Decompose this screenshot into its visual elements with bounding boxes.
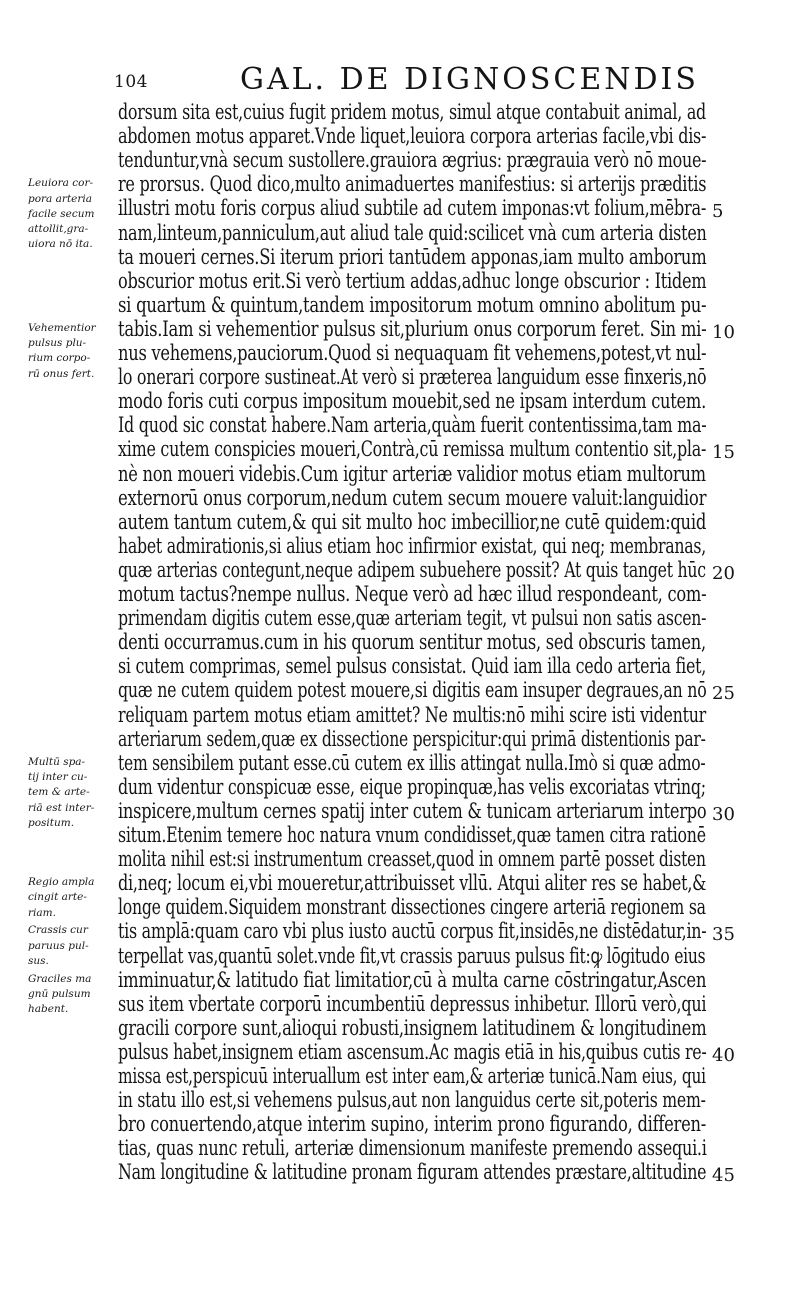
margin-note <box>28 923 112 969</box>
text-line: denti occurramus.cum in his quorum sentitur motus, sed obscuris tamen, <box>118 630 706 655</box>
margin-note-line: rium corpo- <box>28 352 91 365</box>
line-number: 10 <box>712 321 735 343</box>
line-number: 30 <box>712 803 735 825</box>
margin-note <box>28 755 112 831</box>
text-line: sus item vbertate corporū incumbentiū depressus inhibetur. Illorū verò,qui <box>118 991 707 1016</box>
text-line: tabis.Iam si vehementior pulsus sit,plurium onus corporum feret. Sin mi- <box>118 316 707 341</box>
line-number: 5 <box>712 201 724 223</box>
text-line: molita nihil est:si instrumentum creasset,quod in omnem partē posset disten <box>118 847 706 872</box>
text-line: tem sensibilem putant esse.cū cutem ex illis attingat nulla.Imò si quæ admo- <box>118 750 706 775</box>
text-line: dorsum sita est,cuius fugit pridem motus, simul atque contabuit animal, ad <box>118 100 706 124</box>
page-number: 104 <box>114 72 148 92</box>
text-line: primendam digitis cutem esse,quæ arteriam tegit, vt pulsui non satis ascen- <box>118 606 707 631</box>
text-line: missa est,perspicuū interuallum est inter eam,& arteriæ tunicā.Nam eius, qui <box>118 1064 706 1088</box>
text-line: bro conuertendo,atque interim supino, interim prono figurando, differen- <box>118 1112 706 1137</box>
margin-note-line: pulsus plu- <box>28 337 87 350</box>
text-line: nus vehemens,pauciorum.Quod si nequaquam fit vehemens,potest,vt nul- <box>118 341 707 365</box>
margin-note <box>28 321 112 382</box>
line-number: 15 <box>712 442 735 464</box>
text-line: imminuatur,& latitudo fiat limitatior,cū à multa carne cōstringatur,Ascen <box>118 967 707 992</box>
text-line: xime cutem conspicies moueri,Contrà,cū remissa multum contentio sit,pla- <box>118 437 707 462</box>
margin-note-line: positum. <box>28 816 75 829</box>
line-number: 35 <box>712 924 735 946</box>
margin-note-line: Multū spa- <box>28 755 86 768</box>
text-line: longe quidem.Siquidem monstrant dissectiones cingere arteriā regionem sa <box>118 895 706 920</box>
margin-note-line: cingit arte- <box>28 891 87 904</box>
text-line: illustri motu foris corpus aliud subtile ad cutem imponas:vt folium,mēbra- <box>118 196 707 221</box>
text-line: externorū onus corporum,nedum cutem secum mouere valuit:languidior <box>118 485 707 510</box>
text-line: quæ ne cutem quidem potest mouere,si digitis eam insuper degraues,an nō <box>118 678 707 703</box>
margin-note-line: tem & arte- <box>28 786 90 799</box>
text-line: Id quod sic constat habere.Nam arteria,quàm fuerit contentissima,tam ma- <box>118 413 707 438</box>
text-line: motum tactus?nempe nullus. Neque verò ad hæc illud respondeant, com- <box>118 582 707 606</box>
margin-note-line: Vehementior <box>28 321 96 334</box>
text-line: in statu illo est,si vehemens pulsus,aut non languidus certe sit,poteris mem- <box>118 1088 706 1113</box>
text-line: dum videntur conspicuæ esse, eique propinquæ,has velis excoriatas vtrinq; <box>118 774 706 799</box>
margin-note-line: Crassis cur <box>28 924 88 937</box>
line-number: 20 <box>712 562 735 584</box>
text-line: abdomen motus apparet.Vnde liquet,leuiora corpora arterias facile,vbi dis- <box>118 124 707 149</box>
margin-note-line: rū onus fert. <box>28 367 95 380</box>
margin-note-line: uiora nō ita. <box>28 238 93 251</box>
running-title: GAL. DE DIGNOSCENDIS <box>240 62 699 97</box>
text-line: ta moueri cernes.Si iterum priori tantūdem apponas,iam multo amborum <box>118 244 707 269</box>
text-line: situm.Etenim temere hoc natura vnum condidisset,quæ tamen citra rationē <box>118 823 706 847</box>
line-number: 40 <box>712 1044 735 1066</box>
text-line: Nam longitudine & latitudine pronam figuram attendes præstare,altitudine <box>118 1160 707 1185</box>
margin-note-line: Graciles ma <box>28 972 92 985</box>
text-line: si quartum & quintum,tandem impositorum motum omnino abolitum pu- <box>118 292 707 317</box>
text-line: obscurior motus erit.Si verò tertium addas,adhuc longe obscurior : Itidem <box>118 268 707 293</box>
text-line: lo onerari corpore sustineat.At verò si præterea languidum esse finxeris,nō <box>118 365 707 390</box>
text-line: arteriarum sedem,quæ ex dissectione perspicitur:qui primā distentionis par- <box>118 726 706 751</box>
line-number: 25 <box>712 683 735 705</box>
margin-note-line: paruus pul- <box>28 939 89 952</box>
text-line: habet admirationis,si alius etiam hoc infirmior existat, qui neq; membranas, <box>118 533 706 558</box>
margin-note-line: Leuiora cor- <box>28 177 94 190</box>
text-line: si cutem comprimas, semel pulsus consistat. Quid iam illa cedo arteria fiet, <box>118 654 707 679</box>
margin-note-line: gnū pulsum <box>28 987 91 1000</box>
margin-note-line: tij inter cu- <box>28 770 88 783</box>
margin-note-line: riā est inter- <box>28 801 95 814</box>
text-line: inspicere,multum cernes spatij inter cutem & tunicam arteriarum interpo <box>118 798 707 823</box>
text-line: nam,linteum,panniculum,aut aliud tale quid:scilicet vnà cum arteria disten <box>118 220 707 245</box>
text-line: nè non moueri videbis.Cum igitur arteriæ validior motus etiam multorum <box>118 461 706 486</box>
margin-note <box>28 176 112 252</box>
margin-note-line: attollit,gra- <box>28 223 89 236</box>
text-line: gracili corpore sunt,alioqui robusti,insignem latitudinem & longitudinem <box>118 1015 707 1040</box>
text-line: terpellat vas,quantū solet.vnde fit,vt crassis paruus pulsus fit:ꝙ lōgitudo eius <box>118 943 706 968</box>
text-line: autem tantum cutem,& qui sit multo hoc imbecillior,ne cutē quidem:quid <box>118 509 707 534</box>
text-line: modo foris cuti corpus impositum mouebit,sed ne ipsam interdum cutem. <box>118 389 707 414</box>
text-line: quæ arterias contegunt,neque adipem subuehere possit? At quis tanget hūc <box>118 557 706 582</box>
margin-note-line: habent. <box>28 1003 69 1016</box>
text-line: reliquam partem motus etiam amittet? Ne multis:nō mihi scire isti videntur <box>118 702 706 727</box>
text-line: tias, quas nunc retuli, arteriæ dimensionum manifeste premendo assequi.i <box>118 1136 707 1161</box>
margin-note-line: sus. <box>28 954 49 967</box>
text-line: tenduntur,vnà secum sustollere.grauiora ægrius: prægrauia verò nō moue- <box>118 148 707 173</box>
margin-note-line: facile secum <box>28 207 95 220</box>
margin-note-line: riam. <box>28 906 56 919</box>
margin-note-line: pora arteria <box>28 192 93 205</box>
margin-note <box>28 972 112 1018</box>
margin-note-line: Regio ampla <box>28 876 95 889</box>
text-line: re prorsus. Quod dico,multo animaduertes manifestius: si arterijs præditis <box>118 172 707 197</box>
text-line: tis amplā:quam caro vbi plus iusto auctū corpus fit,insidēs,ne distēdatur,in- <box>118 919 707 944</box>
line-number: 45 <box>712 1165 735 1187</box>
text-line: di,neq; locum ei,vbi moueretur,attribuisset vllū. Atqui aliter res se habet,& <box>118 871 707 896</box>
margin-note <box>28 875 112 921</box>
text-line: pulsus habet,insignem etiam ascensum.Ac magis etiā in his,quibus cutis re- <box>118 1039 707 1064</box>
